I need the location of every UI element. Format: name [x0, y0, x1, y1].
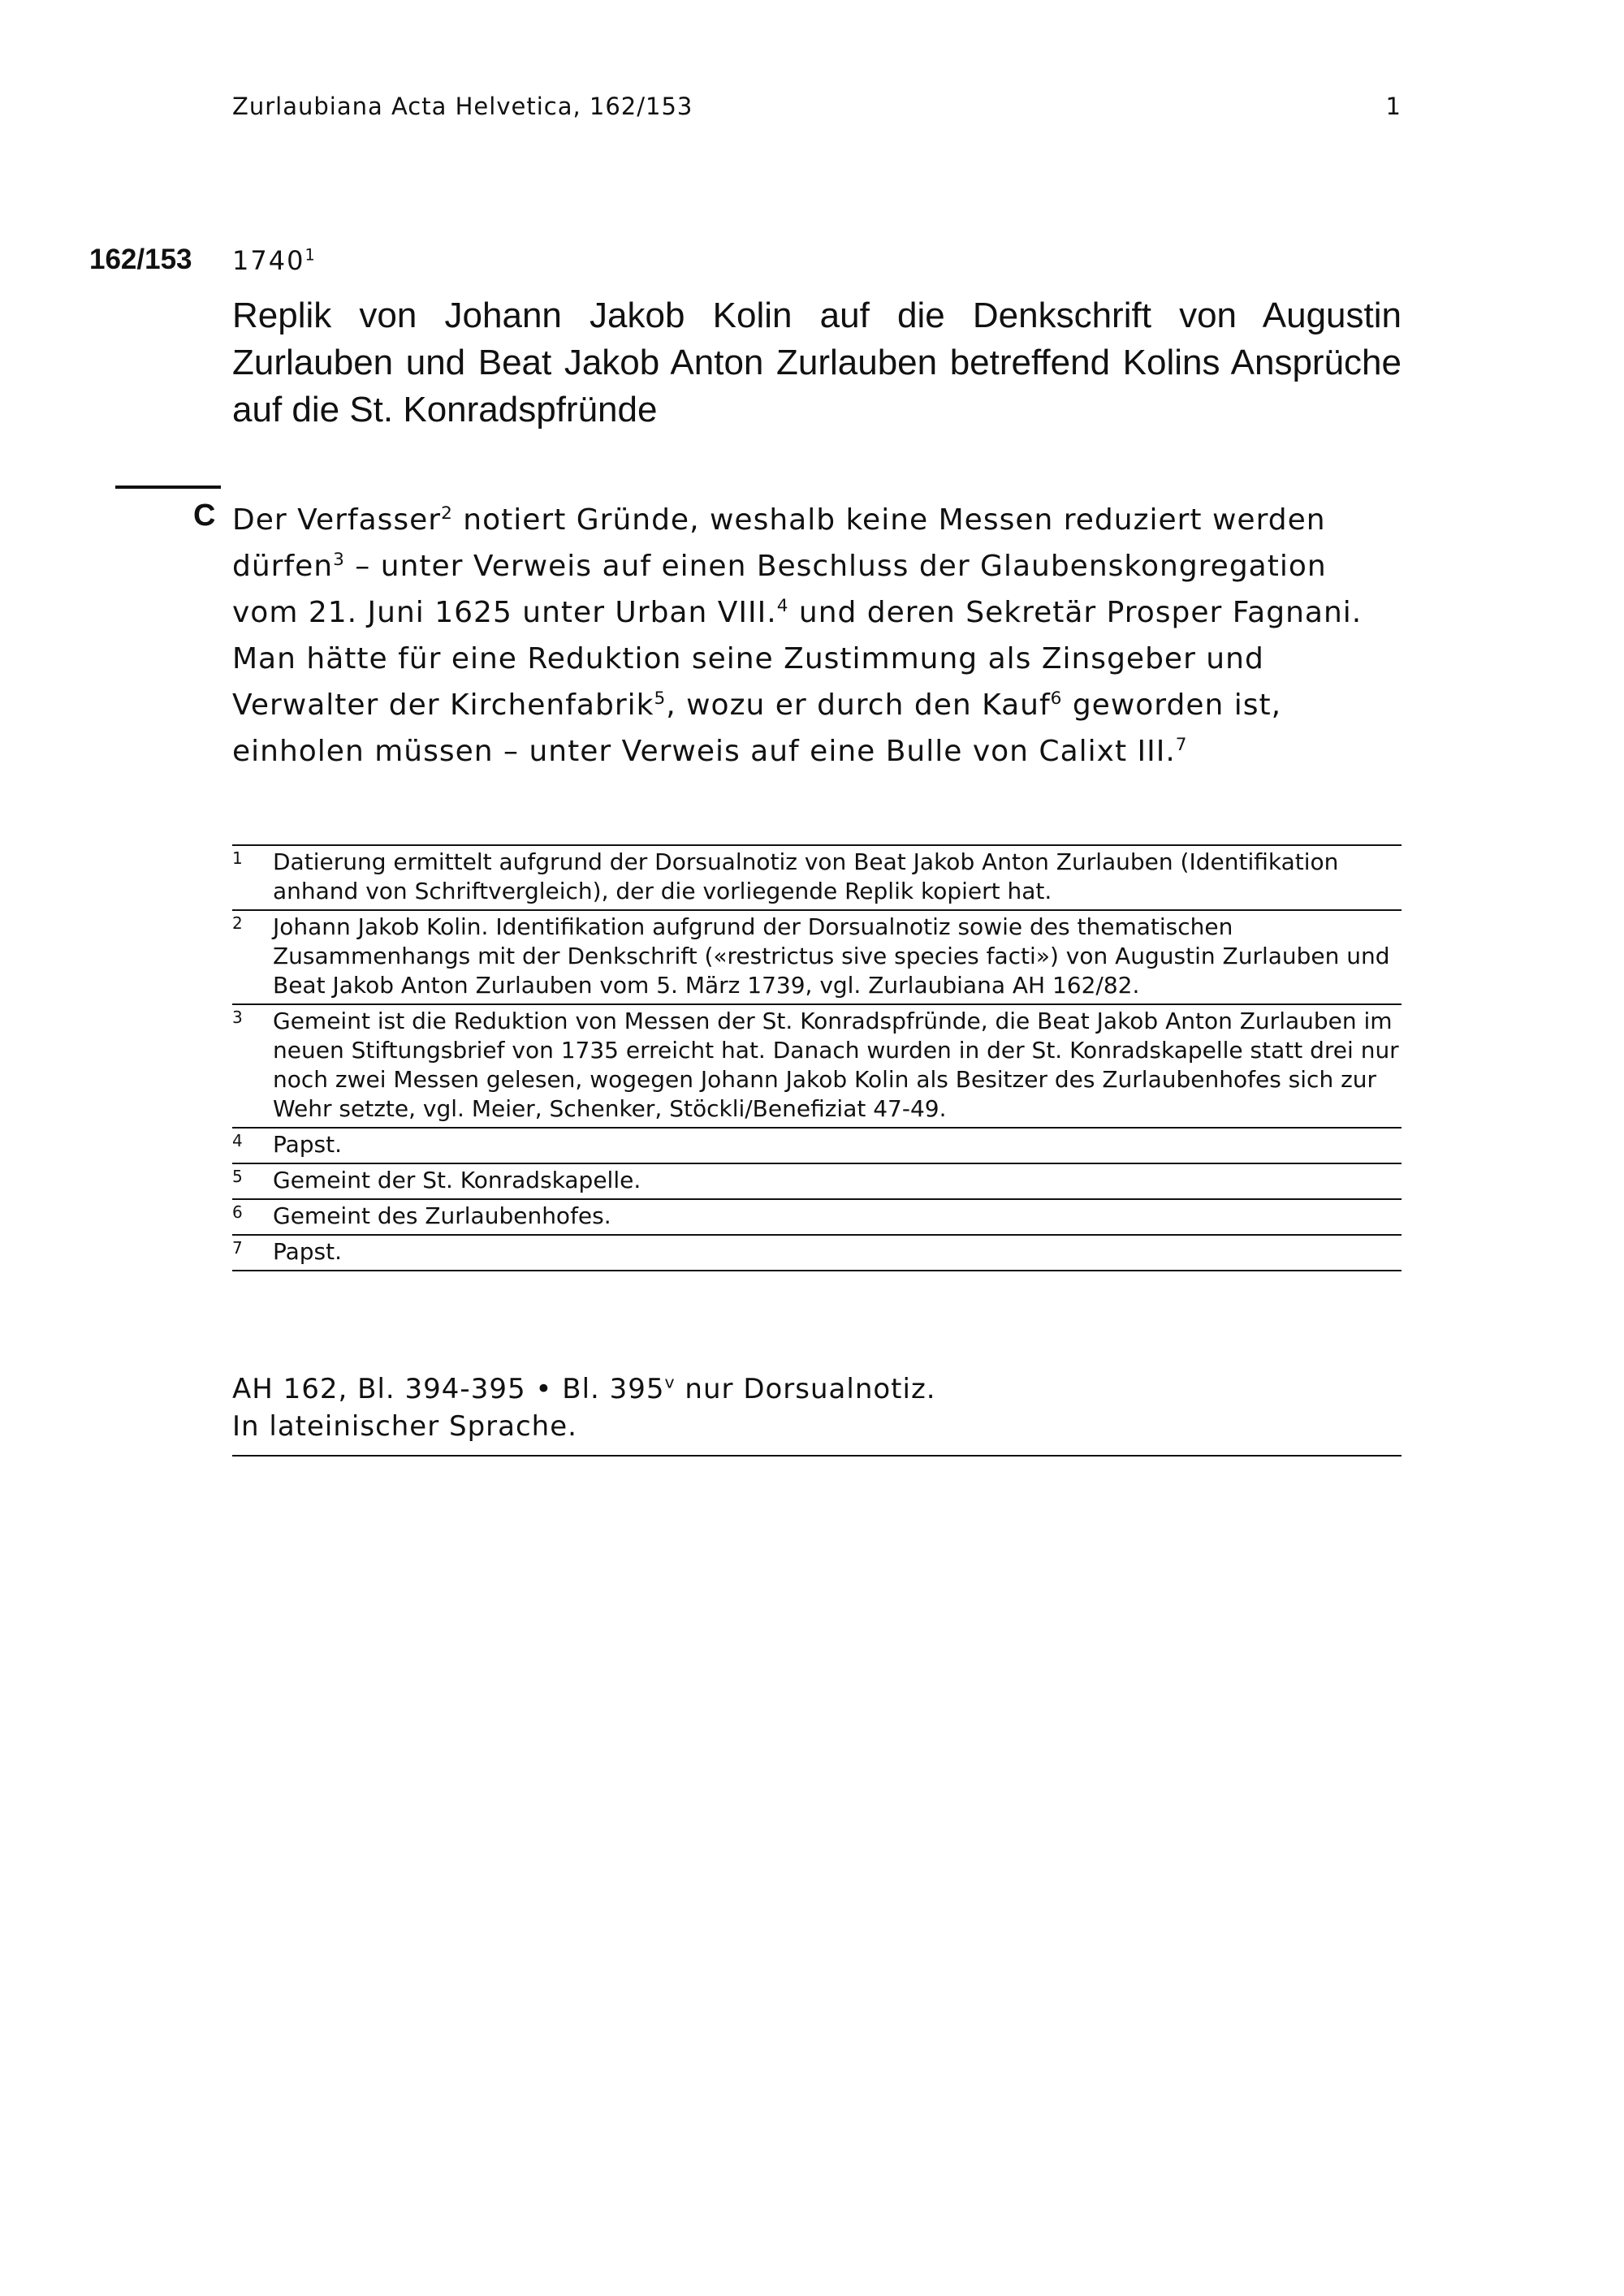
summary-part: notiert Gründe, weshalb keine Messen reduziert werden dürfen: [232, 503, 1326, 583]
footnote-ref: 1: [304, 245, 317, 265]
footnote-text: Gemeint der St. Konradskapelle.: [273, 1167, 641, 1193]
footnote-ref: 6: [1050, 688, 1063, 709]
running-title: Zurlaubiana Acta Helvetica, 162/153: [232, 93, 693, 120]
summary-part: – unter Verweis auf einen Beschluss der Glaubenskongregation vom 21. Juni 1625 unter Urban VIII.: [232, 550, 1327, 629]
entry-date-value: 1740: [232, 245, 305, 276]
footnote: [232, 1005, 1402, 1129]
footnote-ref: 5: [654, 688, 667, 709]
summary-part: Der Verfasser: [232, 503, 442, 537]
footnote: [232, 1236, 1402, 1271]
summary-part: geworden ist, einholen müssen – unter Verweis auf eine Bulle von Calixt III.: [232, 688, 1282, 768]
footnote-number: 7: [232, 1238, 243, 1258]
entry-date: [232, 245, 317, 276]
footnote: [232, 846, 1402, 911]
footnote: [232, 1129, 1402, 1164]
footnote-text: Gemeint ist die Reduktion von Messen der St. Konradspfründe, die Beat Jakob Anton Zurlauben im neuen Stiftungsbrief von 1735 erreicht hat. Danach wurden in der St. Konradskapelle statt drei nur noch zwei Messen gelesen, wogegen Johann Jakob Kolin als Besitzer des Zurlaubenhofes sich zur Wehr setzte, vgl. Meier, Schenker, Stöckli/Benefiziat 47-49.: [273, 1008, 1399, 1122]
footnote-ref: 4: [776, 596, 789, 616]
entry-id: 162/153: [89, 244, 192, 275]
language-note: In lateinischer Sprache.: [232, 1410, 577, 1443]
footnote-ref: 7: [1175, 735, 1188, 755]
entry-title: Replik von Johann Jakob Kolin auf die Denkschrift von Augustin Zurlauben und Beat Jakob Anton Zurlauben betreffend Kolins Ansprüche auf die St. Konradspfründe: [232, 296, 1402, 429]
footnote-text: Gemeint des Zurlaubenhofes.: [273, 1202, 611, 1229]
verso-mark: v: [664, 1372, 676, 1392]
footnote-number: 4: [232, 1131, 243, 1150]
footnote-text: Datierung ermittelt aufgrund der Dorsualnotiz von Beat Jakob Anton Zurlauben (Identifikation anhand von Schriftvergleich), der die vorliegende Replik kopiert hat.: [273, 848, 1339, 904]
footnote: [232, 911, 1402, 1005]
source-text: nur Dorsualnotiz.: [675, 1373, 936, 1405]
footnote-ref: 3: [333, 550, 345, 570]
footnote-text: Johann Jakob Kolin. Identifikation aufgrund der Dorsualnotiz sowie des thematischen Zusammenhangs mit der Denkschrift («restrictus sive species facti») von Augustin Zurlauben und Beat Jakob Anton Zurlauben vom 5. März 1739, vgl. Zurlaubiana AH 162/82.: [273, 913, 1390, 999]
footnote-number: 3: [232, 1008, 243, 1027]
running-header: [232, 93, 1402, 120]
footnote-text: Papst.: [273, 1238, 343, 1265]
margin-rule: [115, 486, 221, 489]
summary-text: [232, 497, 1402, 775]
source-note: [232, 1370, 1402, 1457]
footnotes: [232, 844, 1402, 1271]
source-line: [232, 1370, 1402, 1408]
summary-part: , wozu er durch den Kauf: [666, 688, 1051, 722]
footnote-text: Papst.: [273, 1131, 343, 1158]
footnote-number: 2: [232, 913, 243, 933]
footnote-ref: 2: [441, 503, 453, 524]
summary-part: und deren Sekretär Prosper Fagnani. Man hätte für eine Reduktion seine Zustimmung als Zinsgeber und Verwalter der Kirchenfabrik: [232, 596, 1363, 722]
page-number: 1: [1385, 93, 1402, 120]
footnote-number: 1: [232, 848, 243, 868]
footnote: [232, 1164, 1402, 1200]
footnote-number: 5: [232, 1167, 243, 1186]
footnote-number: 6: [232, 1202, 243, 1222]
source-text: AH 162, Bl. 394-395 • Bl. 395: [232, 1373, 665, 1405]
footnote: [232, 1200, 1402, 1236]
summary-marker: C: [193, 498, 216, 533]
